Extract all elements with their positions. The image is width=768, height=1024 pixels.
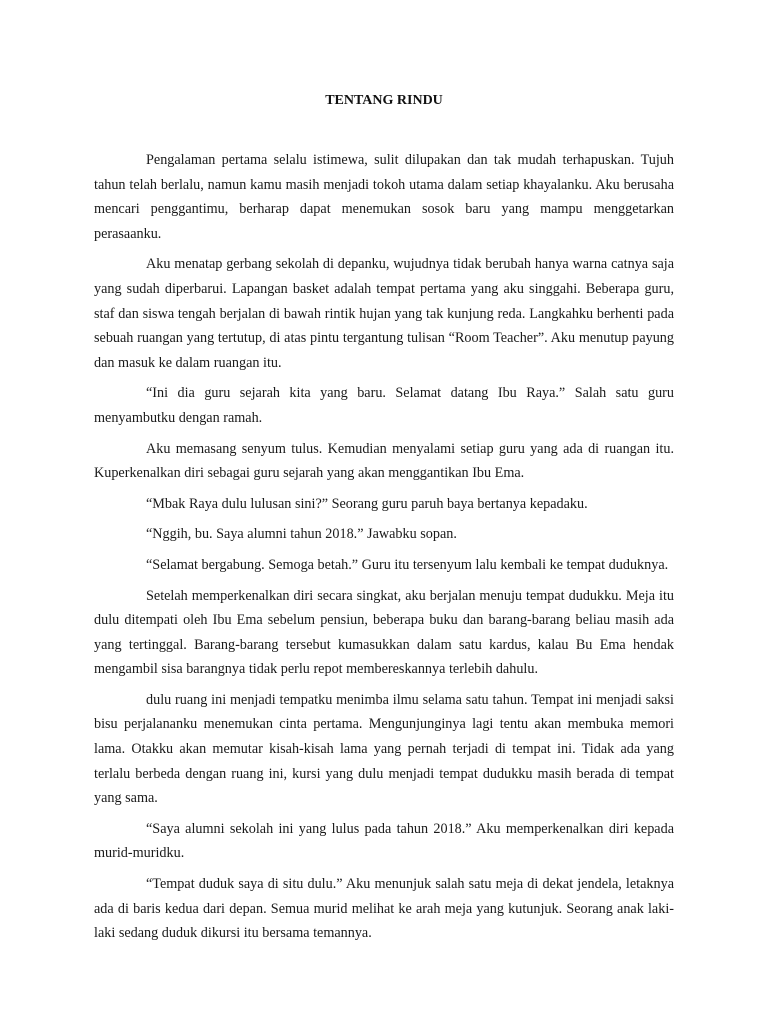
paragraph-4: Aku memasang senyum tulus. Kemudian menyalami setiap guru yang ada di ruangan itu. Kuperkenalkan diri sebagai guru sejarah yang akan menggantikan Ibu Ema. [94,440,674,482]
document-title: TENTANG RINDU [325,93,443,108]
paragraph-11: “Tempat duduk saya di situ dulu.” Aku menunjuk salah satu meja di dekat jendela, letaknya ada di baris kedua dari depan. Semua murid melihat ke arah meja yang kutunjuk. Seorang anak laki-laki sedang duduk dikursi itu bersama temannya. [94,876,674,942]
paragraph-5: “Mbak Raya dulu lulusan sini?” Seorang guru paruh baya bertanya kepadaku. [146,495,588,512]
paragraph-2: Aku menatap gerbang sekolah di depanku, wujudnya tidak berubah hanya warna catnya saja yang sudah diperbarui. Lapangan basket adalah tempat pertama yang aku singgahi. Beberapa guru, staf dan siswa tengah berjalan di bawah rintik hujan yang tak kunjung reda. Langkahku berhenti pada sebuah ruangan yang tertutup, di atas pintu tergantung tulisan “Room Teacher”. Aku menutup payung dan masuk ke dalam ruangan itu. [94,256,674,371]
paragraph-9: dulu ruang ini menjadi tempatku menimba ilmu selama satu tahun. Tempat ini menjadi saksi bisu perjalananku menemukan cinta pertama. Mengunjunginya lagi tentu akan membuka memori lama. Otakku akan memutar kisah-kisah lama yang pernah terjadi di tempat ini. Tidak ada yang terlalu berbeda dengan ruang ini, kursi yang dulu menjadi tempat dudukku masih berada di tempat yang sama. [94,691,674,807]
paragraph-1: Pengalaman pertama selalu istimewa, sulit dilupakan dan tak mudah terhapuskan. Tujuh tahun telah berlalu, namun kamu masih menjadi tokoh utama dalam setiap khayalanku. Aku berusaha mencari penggantimu, berharap dapat menemukan sosok baru yang mampu menggetarkan perasaanku. [94,152,674,242]
paragraph-7: “Selamat bergabung. Semoga betah.” Guru itu tersenyum lalu kembali ke tempat duduknya. [146,556,669,573]
paragraph-3: “Ini dia guru sejarah kita yang baru. Selamat datang Ibu Raya.” Salah satu guru menyambutku dengan ramah. [94,385,674,426]
document-body [94,148,674,952]
paragraph-6: “Nggih, bu. Saya alumni tahun 2018.” Jawabku sopan. [146,526,457,543]
paragraph-8: Setelah memperkenalkan diri secara singkat, aku berjalan menuju tempat dudukku. Meja itu dulu ditempati oleh Ibu Ema sebelum pensiun, beberapa buku dan barang-barang beliau masih ada yang tertinggal. Barang-barang tersebut kumasukkan dalam satu kardus, kalau Bu Ema hendak mengambil sisa barangnya tidak perlu repot membereskannya terlebih dahulu. [94,587,674,678]
paragraph-10: “Saya alumni sekolah ini yang lulus pada tahun 2018.” Aku memperkenalkan diri kepada murid-muridku. [94,820,674,862]
